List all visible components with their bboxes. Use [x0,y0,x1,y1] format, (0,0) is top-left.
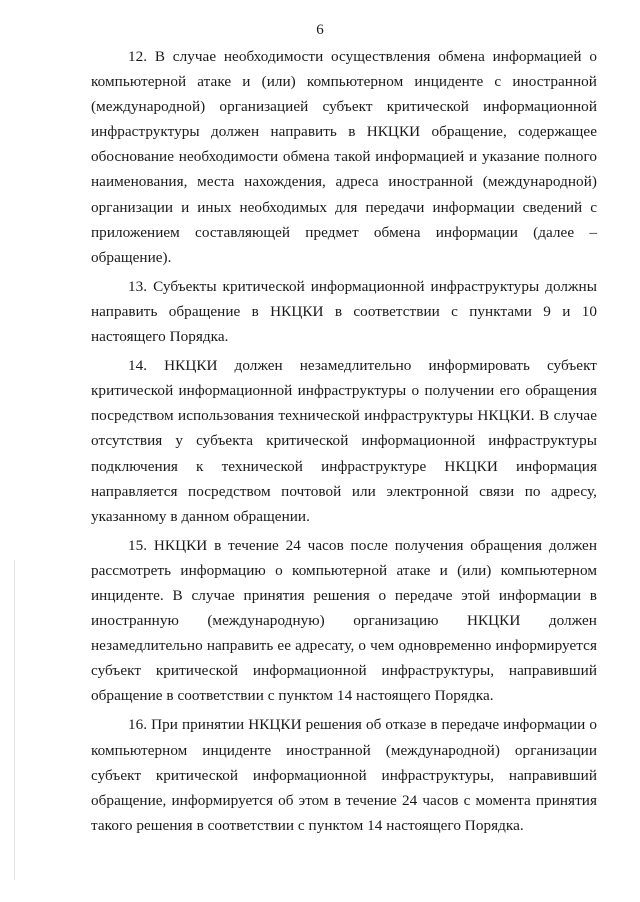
paragraph-16: 16. При принятии НКЦКИ решения об отказе в передаче информации о компьютерном инциденте иностранной (международной) организации субъект критической информационной инфраструктуры, направивший обращение, информируется об этом в течение 24 часов с момента принятия такого решения в соответствии с пунктом 14 настоящего Порядка. [91,716,597,834]
paragraph-13: 13. Субъекты критической информационной инфраструктуры должны направить обращение в НКЦКИ в соответствии с пунктами 9 и 10 настоящего Порядка. [91,277,597,346]
document-body [91,44,597,838]
paragraph-12: 12. В случае необходимости осуществления обмена информацией о компьютерной атаке и (или) компьютерном инциденте с иностранной (международной) организацией субъект критической информационной инфраструктуры должен направить в НКЦКИ обращение, содержащее обоснование необходимости обмена такой информацией и указание полного наименования, места нахождения, адреса иностранной (международной) организации и иных необходимых для передачи информации сведений с приложением составляющей предмет обмена информации (далее – обращение). [91,48,597,266]
page-number: 6 [316,22,324,38]
paragraph-14: 14. НКЦКИ должен незамедлительно информировать субъект критической информационной инфраструктуры о получении его обращения посредством использования технической инфраструктуры НКЦКИ. В случае отсутствия у субъекта критической информационной инфраструктуры подключения к технической инфраструктуре НКЦКИ информация направляется посредством почтовой или электронной связи по адресу, указанному в данном обращении. [91,357,597,525]
scan-edge-line [14,560,15,880]
paragraph-15: 15. НКЦКИ в течение 24 часов после получения обращения должен рассмотреть информацию о компьютерной атаке и (или) компьютерном инциденте. В случае принятия решения о передаче этой информации в иностранную (международную) организацию НКЦКИ должен незамедлительно направить ее адресату, о чем одновременно информируется субъект критической информационной инфраструктуры, направивший обращение в соответствии с пунктом 14 настоящего Порядка. [91,536,597,705]
